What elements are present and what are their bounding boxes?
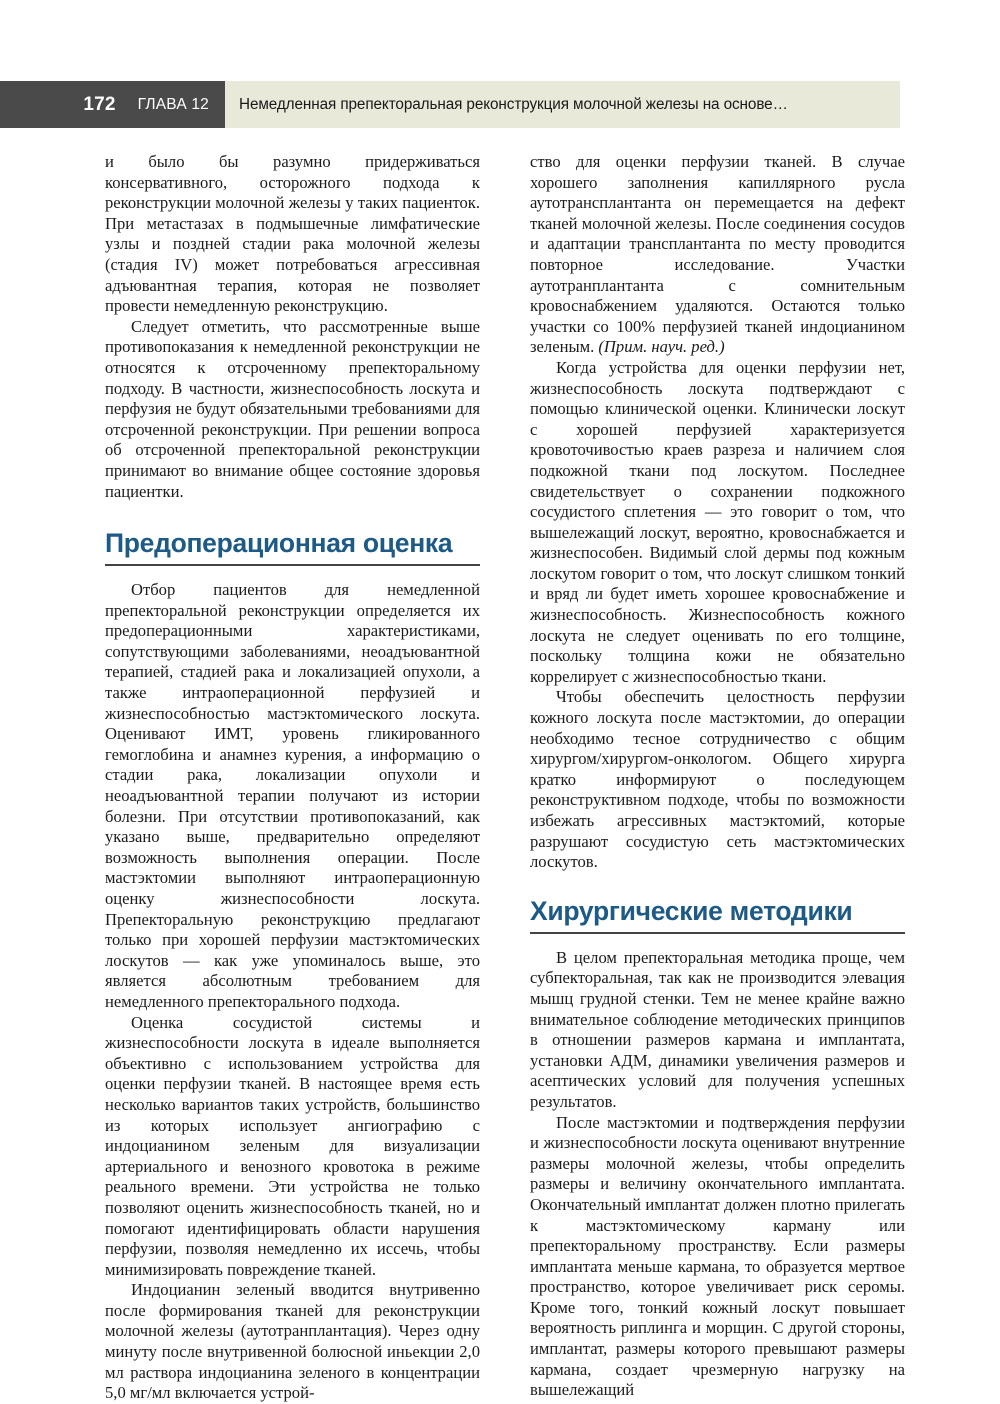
paragraph: Отбор пациентов для немедленной препекторальной реконструкции определяется их предоперационными характеристиками, сопутствующими заболеваниями, неоадъювантной терапией, стадией рака и локализацией опухоли, а также интраоперационной перфузией и жизнеспособностью мастэктомического лоскута. Оценивают ИМТ, уровень гликированного гемоглобина и анамнез курения, а информацию о стадии рака, локализации опухоли и неоадъювантной терапии получают из истории болезни. При отсутствии противопоказаний, как указано выше, предварительно определяют возможность выполнения операции. После мастэктомии выполняют интраоперационную оценку жизнеспособности лоскута. Препекторальную реконструкцию предлагают только при хорошей перфузии мастэктомических лоскутов — как уже упоминалось выше, это является абсолютным требованием для немедленного препекторального подхода.: [105, 580, 480, 1011]
paragraph: В целом препекторальная методика проще, чем субпекторальная, так как не производится элевация мышц грудной стенки. Тем не менее крайне важно внимательное соблюдение методических принципов в отношении размеров кармана и имплантата, установки АДМ, динамики увеличения размеров и асептических условий для получения успешных результатов.: [530, 947, 905, 1111]
paragraph-text: ство для оценки перфузии тканей. В случае хорошего заполнения капиллярного русла аутотрансплантанта он перемещается на дефект тканей молочной железы. После соединения сосудов и адаптации трансплантанта по месту проводится повторное исследование. Участки аутотранплантанта с сомнительным кровоснабжением удаляются. Остаются только участки со 100% перфузией тканей индоцианином зеленым.: [530, 152, 905, 357]
paragraph: После мастэктомии и подтверждения перфузии и жизнеспособности лоскута оценивают внутренние размеры молочной железы, чтобы определить размеры и величину окончательного имплантата. Окончательный имплантат должен плотно прилегать к мастэктомическому карману или препекторальному пространству. Если размеры имплантата меньше кармана, то образуется мертвое пространство, которое увеличивает риск серомы. Кроме того, тонкий кожный лоскут повышает вероятность риплинга и морщин. С другой стороны, имплантат, размеры которого превышают размеры кармана, создает чрезмерную нагрузку на вышележащий: [530, 1112, 905, 1400]
paragraph: [530, 152, 905, 358]
header-light-block: [225, 81, 900, 128]
paragraph: Индоцианин зеленый вводится внутривенно после формирования тканей для реконструкции молочной железы (аутотранплантация). Через одну минуту после внутривенной болюсной иньекции 2,0 мл раствора индоцианина зеленого в концентрации 5,0 мг/мл включается устрой-: [105, 1280, 480, 1403]
section-heading-surgical-block: [530, 895, 905, 934]
page-number: 172: [83, 93, 116, 115]
page-title: Предоперационная оценка: [105, 527, 480, 566]
chapter-label: ГЛАВА 12: [137, 95, 209, 113]
paragraph: Когда устройства для оценки перфузии нет, жизнеспособность лоскута подтверждают с помощью клинической оценки. Клинически лоскут с хорошей перфузией характеризуется кровоточивостью краев разреза и наличием слоя подкожной ткани под лоскутом. Последнее свидетельствует о сохранении подкожного сосудистого сплетения — это говорит о том, что вышележащий лоскут, вероятно, кровоснабжается и жизнеспособен. Видимый слой дермы под кожным лоскутом говорит о том, что лоскут слишком тонкий и вряд ли будет иметь хорошее кровоснабжение и жизнеспособность. Жизнеспособность кожного лоскута не следует оценивать по его толщине, поскольку толщина кожи не обязательно коррелирует с жизнеспособностью ткани.: [530, 357, 905, 686]
paragraph: Следует отметить, что рассмотренные выше противопоказания к немедленной реконструкции не относятся к отсроченному препекторальному подходу. В частности, жизнеспособность лоскута и перфузия не будут обязательными требованиями для отсроченной реконструкции. При решении вопроса об отсроченной препекторальной реконструкции принимают во внимание общее состояние здоровья пациентки.: [105, 316, 480, 501]
right-column: [530, 152, 905, 1400]
paragraph: и было бы разумно придерживаться консервативного, осторожного подхода к реконструкции молочной железы у таких пациенток. При метастазах в подмышечные лимфатические узлы и поздней стадии рака молочной железы (стадия IV) может потребоваться агрессивная адъювантная терапия, которая не позволяет провести немедленную реконструкцию.: [105, 152, 480, 316]
page-body: [105, 152, 905, 1403]
running-title: Немедленная препекторальная реконструкция молочной железы на основе…: [239, 95, 788, 113]
paragraph: Чтобы обеспечить целостность перфузии кожного лоскута после мастэктомии, до операции необходимо тесное сотрудничество с общим хирургом/хирургом-онкологом. Общего хирурга кратко информируют о последующем реконструктивном подходе, чтобы по возможности избежать агрессивных мастэктомий, которые разрушают сосудистую сеть мастэктомических лоскутов.: [530, 687, 905, 872]
header-dark-block: [0, 81, 225, 128]
left-column: [105, 152, 480, 1403]
section-heading-preop-block: [105, 527, 480, 566]
page-running-header: [0, 81, 900, 128]
paragraph: Оценка сосудистой системы и жизнеспособности лоскута в идеале выполняется объективно с использованием устройства для оценки перфузии тканей. В настоящее время есть несколько вариантов таких устройств, большинство из которых использует ангиографию с индоцианином зеленым для визуализации артериального и венозного кровотока в режиме реального времени. Эти устройства не только позволяют оценить жизнеспособность тканей, но и помогают идентифицировать области нарушения перфузии, позволяя немедленно их иссечь, чтобы минимизировать повреждение тканей.: [105, 1012, 480, 1279]
page-title: Хирургические методики: [530, 895, 905, 934]
editor-note: (Прим. науч. ред.): [598, 337, 725, 357]
